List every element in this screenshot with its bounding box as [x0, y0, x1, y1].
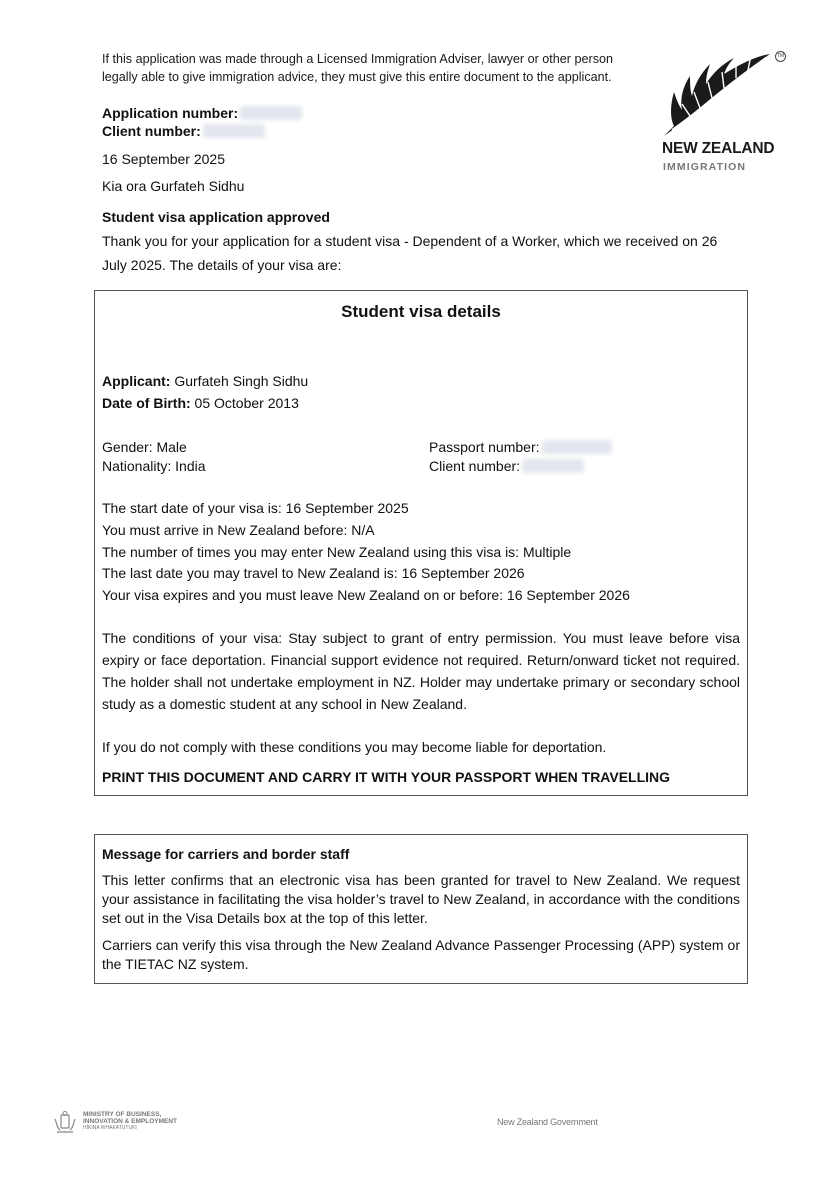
passport-number-redacted	[542, 440, 612, 454]
visa-details-title: Student visa details	[341, 302, 501, 321]
nz-government-logo: New Zealand Government	[497, 1117, 598, 1127]
logo-text-new-zealand: NEW ZEALAND	[662, 140, 775, 157]
entry-count: The number of times you may enter New Zealand using this visa is: Multiple	[102, 543, 572, 560]
carrier-message-para-2: Carriers can verify this visa through the New Zealand Advance Passenger Processing (APP) system or the TIETAC NZ system.	[102, 937, 740, 972]
dob-row	[102, 394, 299, 413]
passport-number-label: Passport number:	[429, 439, 540, 455]
mbie-line-1: MINISTRY OF BUSINESS,	[83, 1111, 162, 1118]
applicant-value: Gurfateh Singh Sidhu	[170, 373, 309, 389]
box-client-number-label: Client number:	[429, 458, 521, 474]
dob-label: Date of Birth:	[102, 395, 191, 411]
box-client-number-row	[429, 457, 584, 476]
carrier-message-box	[94, 834, 748, 984]
trademark-mark: TM	[775, 51, 786, 62]
approval-heading: Student visa application approved	[102, 209, 330, 225]
logo-text-immigration: IMMIGRATION	[663, 161, 747, 173]
applicant-label: Applicant:	[102, 373, 171, 389]
application-number-label: Application number:	[102, 105, 239, 121]
client-number-label: Client number:	[102, 123, 201, 139]
adviser-notice: If this application was made through a Licensed Immigration Adviser, lawyer or other person legally able to give immigration advice, they must give this entire document to the applicant.	[102, 52, 614, 84]
arrive-before: You must arrive in New Zealand before: N/A	[102, 521, 375, 538]
letter-date: 16 September 2025	[102, 151, 225, 167]
intro-paragraph: Thank you for your application for a student visa - Dependent of a Worker, which we received on 26 July 2025. The details of your visa are:	[102, 233, 718, 273]
nz-immigration-logo	[660, 48, 790, 178]
visa-dates-list	[102, 498, 630, 607]
client-number-redacted	[203, 124, 265, 138]
coat-of-arms-icon	[52, 1110, 78, 1136]
carrier-message-para-1: This letter confirms that an electronic visa has been granted for travel to New Zealand. We request your assistance in facilitating the visa holder’s travel to New Zealand, in accordance with the conditions set out in the Visa Details box at the top of this letter.	[102, 872, 740, 926]
comply-warning: If you do not comply with these conditions you may become liable for deportation.	[102, 739, 607, 755]
application-number-row	[102, 104, 302, 123]
dob-value: 05 October 2013	[190, 395, 299, 411]
print-notice: PRINT THIS DOCUMENT AND CARRY IT WITH YOUR PASSPORT WHEN TRAVELLING	[102, 769, 671, 785]
gender: Gender: Male	[102, 439, 187, 455]
mbie-logo	[52, 1110, 212, 1138]
applicant-row	[102, 372, 308, 391]
box-client-number-redacted	[522, 459, 584, 473]
visa-details-box	[94, 290, 748, 796]
mbie-line-3: HĪKINA WHAKATUTUKI	[83, 1125, 137, 1131]
visa-expiry: Your visa expires and you must leave New Zealand on or before: 16 September 2026	[102, 587, 630, 603]
visa-conditions: The conditions of your visa: Stay subject to grant of entry permission. You must leave before visa expiry or face deportation. Financial support evidence not required. Return/onward ticket not required. The holder shall not undertake employment in NZ. Holder may undertake primary or secondary school study as a domestic student at any school in New Zealand.	[102, 630, 740, 712]
mbie-line-2: INNOVATION & EMPLOYMENT	[83, 1118, 178, 1125]
silver-fern-icon	[660, 48, 778, 140]
greeting: Kia ora Gurfateh Sidhu	[102, 178, 245, 194]
passport-number-row	[429, 438, 612, 457]
application-number-redacted	[240, 106, 302, 120]
visa-start-date: The start date of your visa is: 16 September 2025	[102, 500, 409, 516]
carrier-message-title: Message for carriers and border staff	[102, 846, 350, 862]
client-number-row	[102, 122, 265, 141]
last-travel-date: The last date you may travel to New Zealand is: 16 September 2026	[102, 565, 525, 582]
nationality: Nationality: India	[102, 458, 206, 474]
